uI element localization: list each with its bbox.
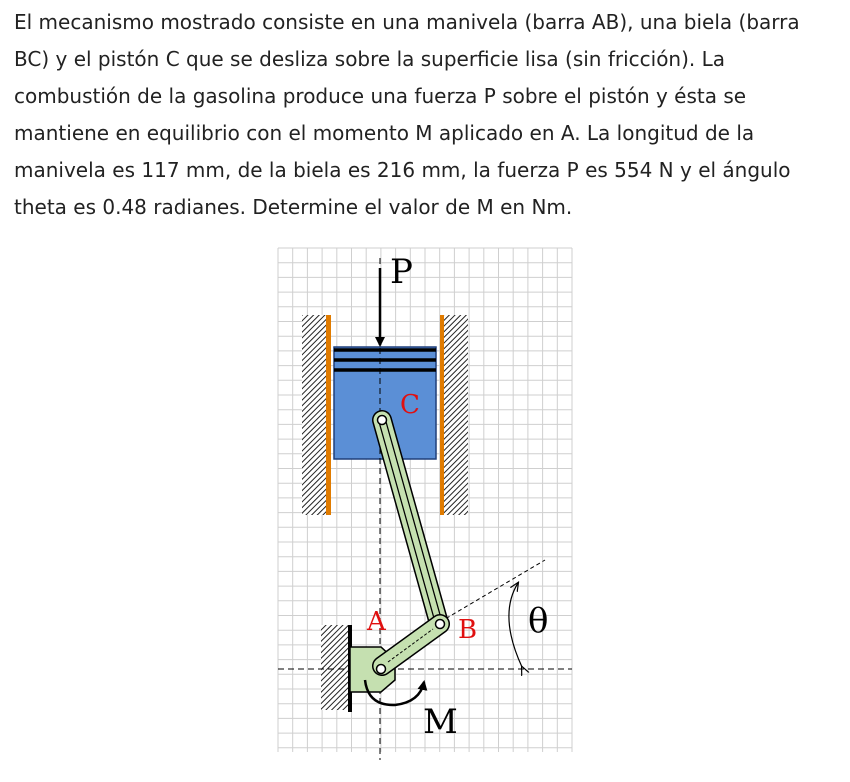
problem-line: BC) y el pistón C que se desliza sobre la superficie lisa (sin fricción). La	[14, 47, 726, 71]
ground-support	[321, 625, 350, 712]
label-m: M	[423, 702, 458, 742]
right-cylinder-wall	[440, 315, 468, 515]
label-p: P	[390, 252, 413, 292]
label-a: A	[367, 607, 386, 637]
problem-line: combustión de la gasolina produce una fuerza P sobre el pistón y ésta se	[14, 84, 747, 108]
pin-b	[436, 620, 445, 629]
label-b: B	[458, 615, 478, 645]
label-theta: θ	[528, 601, 549, 641]
theta-arc	[509, 583, 522, 667]
problem-line: manivela es 117 mm, de la biela es 216 mm, la fuerza P es 554 N y el ángulo	[14, 158, 791, 182]
problem-line: theta es 0.48 radianes. Determine el valor de M en Nm.	[14, 195, 573, 219]
crank-ab	[350, 624, 440, 692]
pin-c	[378, 416, 387, 425]
problem-line: mantiene en equilibrio con el momento M aplicado en A. La longitud de la	[14, 121, 755, 145]
problem-line: El mecanismo mostrado consiste en una manivela (barra AB), una biela (barra	[14, 10, 800, 34]
pin-a	[377, 665, 386, 674]
label-c: C	[400, 390, 420, 420]
left-cylinder-wall	[302, 315, 331, 515]
